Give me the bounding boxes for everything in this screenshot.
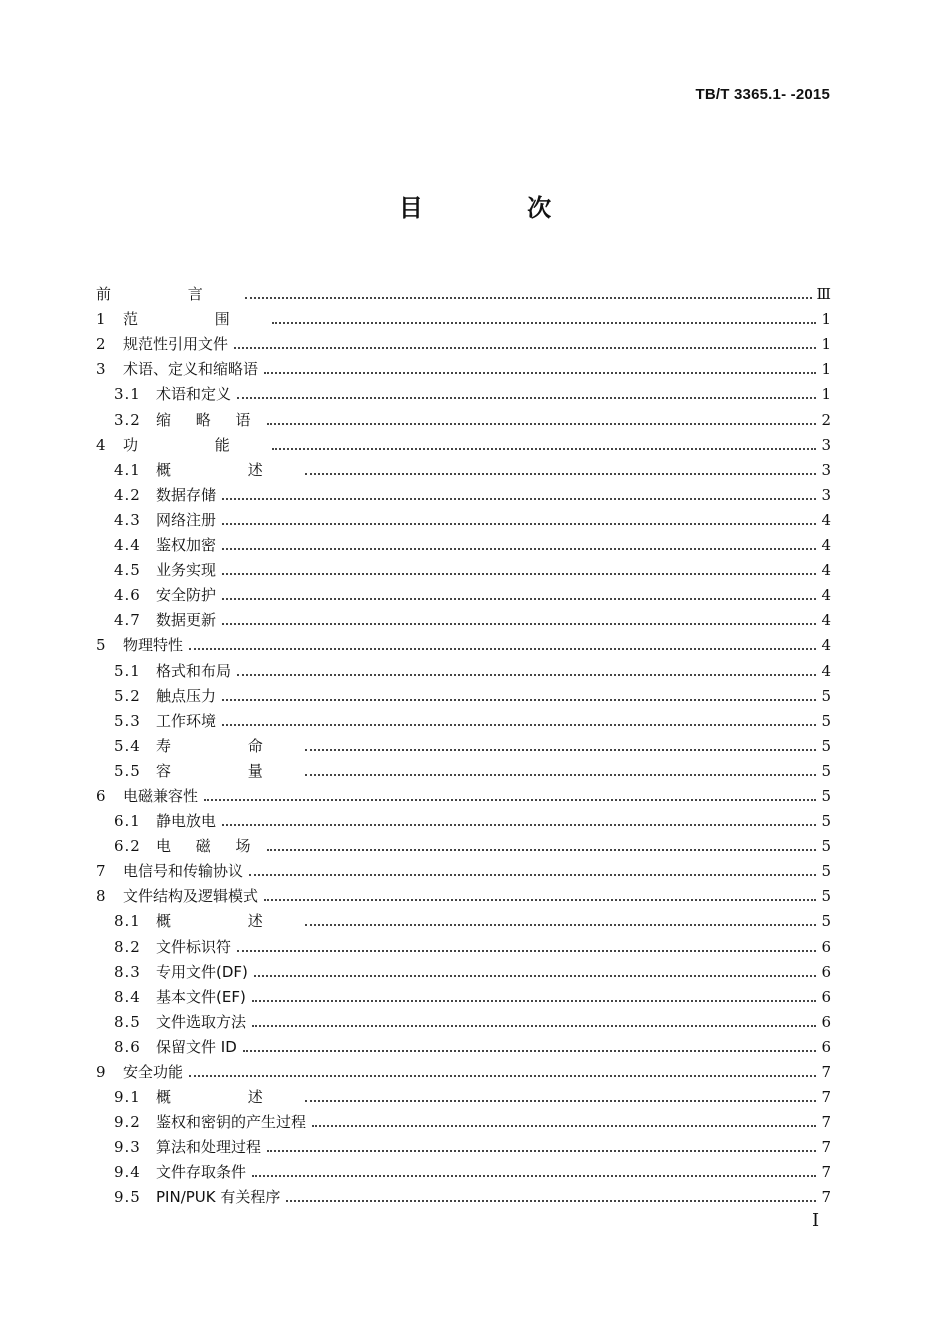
toc-entry-title: 概 述 xyxy=(156,912,299,931)
toc-entry-number: 8.6 xyxy=(114,1037,141,1056)
toc-entry-number: 5.4 xyxy=(114,736,141,755)
page-title: 目 次 xyxy=(398,194,600,222)
toc-entry-page: 1 xyxy=(821,310,831,329)
toc-entry-title: 静电放电 xyxy=(156,812,217,831)
toc-entry[interactable] xyxy=(96,329,831,354)
toc-leader-dots xyxy=(222,622,816,625)
toc-entry-number: 5.5 xyxy=(114,761,141,780)
toc-leader-dots xyxy=(222,597,816,600)
toc-entry-page: 2 xyxy=(821,410,831,429)
toc-entry[interactable] xyxy=(96,1107,831,1132)
toc-leader-dots xyxy=(222,497,816,500)
toc-entry-title: 保留文件 ID xyxy=(156,1037,237,1056)
toc-entry-page: Ⅲ xyxy=(816,285,831,304)
toc-entry-number: 8.1 xyxy=(114,912,141,931)
toc-leader-dots xyxy=(264,898,816,901)
toc-entry[interactable] xyxy=(96,931,831,956)
toc-entry-page: 7 xyxy=(821,1088,831,1107)
toc-entry-page: 1 xyxy=(821,360,831,379)
toc-leader-dots xyxy=(305,472,816,475)
toc-entry[interactable] xyxy=(96,681,831,706)
table-of-contents xyxy=(96,279,831,1207)
toc-leader-dots xyxy=(237,949,816,952)
toc-entry[interactable] xyxy=(96,455,831,480)
toc-leader-dots xyxy=(267,1149,816,1152)
toc-entry-page: 5 xyxy=(821,761,831,780)
toc-leader-dots xyxy=(305,773,816,776)
toc-entry-page: 4 xyxy=(821,536,831,555)
toc-entry-title: 数据存储 xyxy=(156,485,217,504)
toc-entry-number: 9.5 xyxy=(114,1188,141,1207)
toc-entry-page: 3 xyxy=(821,460,831,479)
toc-entry[interactable] xyxy=(96,731,831,756)
toc-entry-title: 安全功能 xyxy=(123,1063,184,1081)
toc-entry-page: 5 xyxy=(821,711,831,730)
toc-entry-page: 5 xyxy=(821,837,831,856)
toc-leader-dots xyxy=(267,848,816,851)
toc-entry[interactable] xyxy=(96,304,831,329)
toc-entry-number: 4 xyxy=(96,435,107,454)
toc-entry[interactable] xyxy=(96,354,831,379)
toc-entry[interactable] xyxy=(96,605,831,630)
toc-entry-page: 4 xyxy=(821,661,831,680)
toc-entry-page: 5 xyxy=(821,862,831,881)
toc-entry-page: 4 xyxy=(821,510,831,529)
toc-entry-title: 格式和布局 xyxy=(156,661,232,680)
toc-entry-page: 3 xyxy=(821,485,831,504)
toc-entry-number: 6 xyxy=(96,786,107,805)
toc-entry-title: 文件存取条件 xyxy=(156,1163,247,1182)
toc-entry-page: 5 xyxy=(821,887,831,906)
toc-leader-dots xyxy=(252,1174,816,1177)
toc-leader-dots xyxy=(189,647,816,650)
toc-entry-title: 术语和定义 xyxy=(156,385,232,404)
toc-entry[interactable] xyxy=(96,655,831,680)
toc-entry[interactable] xyxy=(96,430,831,455)
toc-entry-title: 专用文件(DF) xyxy=(156,962,248,981)
toc-entry[interactable] xyxy=(96,505,831,530)
toc-leader-dots xyxy=(243,1049,816,1052)
toc-entry-number: 9.2 xyxy=(114,1113,141,1132)
toc-entry-title: 功 能 xyxy=(123,435,266,454)
toc-entry[interactable] xyxy=(96,555,831,580)
toc-entry-title: 数据更新 xyxy=(156,611,217,630)
toc-entry[interactable] xyxy=(96,906,831,931)
toc-entry[interactable] xyxy=(96,1182,831,1207)
toc-entry[interactable] xyxy=(96,781,831,806)
toc-entry[interactable] xyxy=(96,379,831,404)
toc-leader-dots xyxy=(222,572,816,575)
toc-leader-dots xyxy=(305,923,816,926)
toc-entry-title: 容 量 xyxy=(156,761,299,780)
toc-entry[interactable] xyxy=(96,881,831,906)
toc-leader-dots xyxy=(305,1099,816,1102)
toc-entry-page: 4 xyxy=(821,636,831,655)
toc-entry[interactable] xyxy=(96,530,831,555)
toc-entry-number: 5 xyxy=(96,636,107,655)
toc-entry-title: 寿 命 xyxy=(156,736,299,755)
toc-entry-page: 6 xyxy=(821,937,831,956)
toc-entry-number: 3.1 xyxy=(114,385,141,404)
toc-leader-dots xyxy=(204,798,816,801)
toc-leader-dots xyxy=(222,547,816,550)
toc-entry-number: 9.4 xyxy=(114,1163,141,1182)
toc-entry-number: 5.1 xyxy=(114,661,141,680)
toc-entry-title: 安全防护 xyxy=(156,586,217,605)
toc-entry-title: PIN/PUK 有关程序 xyxy=(156,1188,281,1207)
toc-entry-number: 5.2 xyxy=(114,686,141,705)
toc-entry-number: 8.3 xyxy=(114,962,141,981)
toc-leader-dots xyxy=(189,1074,816,1077)
toc-entry-title: 电磁兼容性 xyxy=(123,786,199,805)
toc-entry-title: 工作环境 xyxy=(156,711,217,730)
toc-entry-page: 5 xyxy=(821,686,831,705)
toc-leader-dots xyxy=(264,371,816,374)
toc-entry[interactable] xyxy=(96,1032,831,1057)
toc-entry-number: 6.2 xyxy=(114,837,141,856)
toc-entry-title: 物理特性 xyxy=(123,636,184,655)
toc-entry-title: 文件结构及逻辑模式 xyxy=(123,887,259,906)
toc-entry-page: 7 xyxy=(821,1113,831,1132)
toc-entry-number: 3 xyxy=(96,360,107,379)
toc-entry-number: 6.1 xyxy=(114,812,141,831)
toc-leader-dots xyxy=(222,522,816,525)
toc-entry-title: 概 述 xyxy=(156,1088,299,1107)
toc-entry-title: 基本文件(EF) xyxy=(156,987,246,1006)
toc-entry-number: 1 xyxy=(96,310,107,329)
toc-entry-title: 算法和处理过程 xyxy=(156,1138,262,1157)
toc-entry[interactable] xyxy=(96,480,831,505)
toc-entry-title: 鉴权加密 xyxy=(156,536,217,555)
toc-leader-dots xyxy=(254,974,816,977)
toc-entry-number: 3.2 xyxy=(114,410,141,429)
toc-entry-title: 概 述 xyxy=(156,460,299,479)
toc-leader-dots xyxy=(267,422,816,425)
toc-entry-page: 4 xyxy=(821,586,831,605)
toc-entry-title: 鉴权和密钥的产生过程 xyxy=(156,1113,307,1132)
toc-entry[interactable] xyxy=(96,1057,831,1082)
toc-entry-title: 网络注册 xyxy=(156,510,217,529)
toc-entry-page: 7 xyxy=(821,1063,831,1081)
toc-entry[interactable] xyxy=(96,806,831,831)
toc-entry-title: 术语、定义和缩略语 xyxy=(123,360,259,379)
toc-entry-number: 8.2 xyxy=(114,937,141,956)
toc-entry-number: 2 xyxy=(96,335,107,354)
toc-entry-number: 4.4 xyxy=(114,536,141,555)
toc-entry[interactable] xyxy=(96,279,831,304)
toc-leader-dots xyxy=(252,1024,816,1027)
toc-leader-dots xyxy=(245,296,812,299)
toc-entry-number: 5.3 xyxy=(114,711,141,730)
toc-entry-title: 电 磁 场 xyxy=(156,837,261,856)
toc-entry-title: 触点压力 xyxy=(156,686,217,705)
toc-leader-dots xyxy=(286,1199,816,1202)
toc-entry-number: 9.1 xyxy=(114,1088,141,1107)
toc-leader-dots xyxy=(222,698,816,701)
toc-leader-dots xyxy=(222,823,816,826)
toc-entry[interactable] xyxy=(96,1082,831,1107)
toc-entry-page: 6 xyxy=(821,987,831,1006)
toc-leader-dots xyxy=(234,346,816,349)
toc-entry-title: 电信号和传输协议 xyxy=(123,862,244,881)
toc-entry-number: 9 xyxy=(96,1063,107,1081)
toc-entry-number: 4.6 xyxy=(114,586,141,605)
toc-leader-dots xyxy=(252,999,816,1002)
toc-entry-number: 4.1 xyxy=(114,460,141,479)
toc-entry[interactable] xyxy=(96,706,831,731)
toc-entry-page: 1 xyxy=(821,335,831,354)
toc-entry-page: 4 xyxy=(821,611,831,630)
toc-entry-number: 8 xyxy=(96,887,107,906)
toc-entry-page: 4 xyxy=(821,561,831,580)
toc-entry-page: 5 xyxy=(821,736,831,755)
toc-entry-number: 8.5 xyxy=(114,1012,141,1031)
toc-entry[interactable] xyxy=(96,1132,831,1157)
toc-leader-dots xyxy=(272,447,816,450)
toc-entry-number: 8.4 xyxy=(114,987,141,1006)
toc-entry-title: 范 围 xyxy=(123,310,266,329)
toc-entry-title: 文件选取方法 xyxy=(156,1012,247,1031)
toc-entry[interactable] xyxy=(96,580,831,605)
toc-entry-page: 5 xyxy=(821,786,831,805)
page-number: I xyxy=(812,1210,820,1231)
toc-entry[interactable] xyxy=(96,756,831,781)
toc-leader-dots xyxy=(305,748,816,751)
toc-entry-title: 缩 略 语 xyxy=(156,410,261,429)
toc-entry[interactable] xyxy=(96,856,831,881)
toc-leader-dots xyxy=(312,1124,816,1127)
toc-entry[interactable] xyxy=(96,1007,831,1032)
toc-entry[interactable] xyxy=(96,1157,831,1182)
toc-entry[interactable] xyxy=(96,957,831,982)
toc-entry-page: 6 xyxy=(821,962,831,981)
toc-entry-number: 4.2 xyxy=(114,485,141,504)
toc-entry-number: 4.5 xyxy=(114,561,141,580)
toc-entry-page: 7 xyxy=(821,1163,831,1182)
toc-entry-page: 6 xyxy=(821,1012,831,1031)
toc-entry[interactable] xyxy=(96,404,831,429)
toc-entry-page: 3 xyxy=(821,435,831,454)
toc-entry-page: 7 xyxy=(821,1138,831,1157)
standard-code: TB/T 3365.1- -2015 xyxy=(695,86,830,103)
toc-entry-title: 前 言 xyxy=(96,285,239,304)
toc-entry[interactable] xyxy=(96,630,831,655)
toc-entry[interactable] xyxy=(96,982,831,1007)
toc-entry-number: 9.3 xyxy=(114,1138,141,1157)
toc-entry-page: 7 xyxy=(821,1188,831,1207)
toc-entry-number: 4.7 xyxy=(114,611,141,630)
toc-leader-dots xyxy=(237,396,816,399)
toc-leader-dots xyxy=(272,321,816,324)
toc-entry-number: 4.3 xyxy=(114,510,141,529)
toc-leader-dots xyxy=(237,673,816,676)
toc-entry[interactable] xyxy=(96,831,831,856)
toc-entry-page: 5 xyxy=(821,912,831,931)
toc-leader-dots xyxy=(222,723,816,726)
toc-entry-page: 1 xyxy=(821,385,831,404)
toc-entry-page: 6 xyxy=(821,1037,831,1056)
toc-entry-title: 文件标识符 xyxy=(156,937,232,956)
toc-entry-title: 规范性引用文件 xyxy=(123,335,229,354)
toc-entry-title: 业务实现 xyxy=(156,561,217,580)
toc-entry-page: 5 xyxy=(821,812,831,831)
toc-entry-number: 7 xyxy=(96,862,107,881)
toc-leader-dots xyxy=(249,873,816,876)
